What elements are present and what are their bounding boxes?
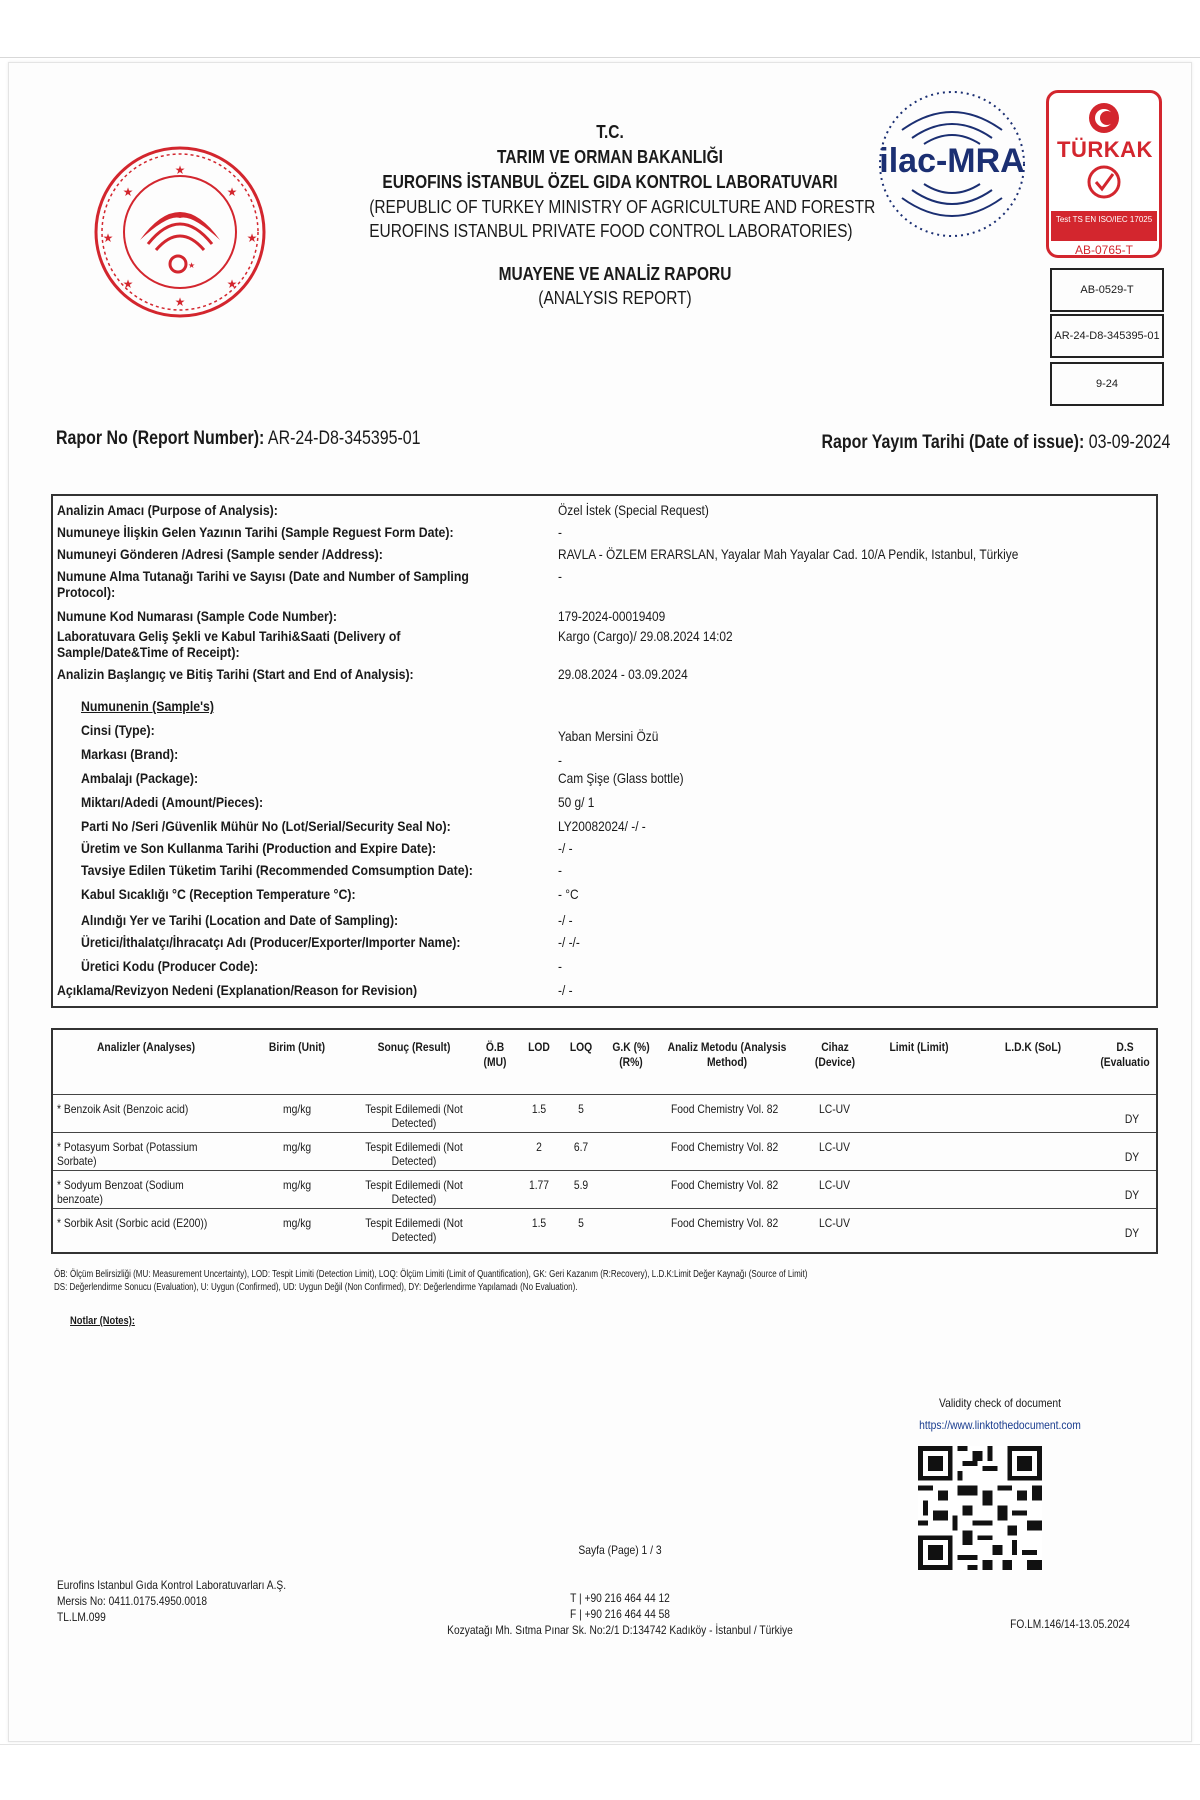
- table-cell-device: LC-UV: [819, 1216, 850, 1230]
- report-number: [56, 428, 421, 450]
- table-cell-ds: DY: [1124, 1226, 1140, 1240]
- info-key: Miktarı/Adedi (Amount/Pieces):: [81, 794, 264, 810]
- info-value: 179-2024-00019409: [558, 608, 666, 624]
- table-cell-result: Tespit Edilemedi (Not Detected): [365, 1102, 463, 1130]
- info-key: Cinsi (Type):: [81, 722, 155, 738]
- info-value: -/ -: [558, 840, 573, 856]
- table-cell-lod: 1.5: [531, 1216, 547, 1230]
- table-cell-method: Food Chemistry Vol. 82: [671, 1140, 779, 1154]
- col-header-lod: LOD: [528, 1040, 550, 1054]
- info-key: Üretici/İthalatçı/İhracatçı Adı (Producer/Exporter/Importer Name):: [81, 934, 461, 950]
- bottom-margin: [0, 1744, 1200, 1800]
- info-value: Cam Şişe (Glass bottle): [558, 770, 684, 786]
- sample-heading: Numunenin (Sample's): [81, 698, 214, 714]
- table-cell-device: LC-UV: [819, 1140, 850, 1154]
- col-header-method: Analiz Metodu (Analysis Method): [667, 1040, 787, 1069]
- svg-text:★: ★: [122, 185, 134, 199]
- crescent-icon: [1087, 101, 1121, 135]
- info-key: Laboratuvara Geliş Şekli ve Kabul Tarihi&Saati (Delivery of Sample/Date&Time of Receipt):: [57, 628, 401, 660]
- info-key: Açıklama/Revizyon Nedeni (Explanation/Reason for Revision): [57, 982, 418, 998]
- info-value: -: [558, 958, 562, 974]
- table-cell-method: Food Chemistry Vol. 82: [671, 1216, 779, 1230]
- table-cell-analysis: * Sorbik Asit (Sorbic acid (E200)): [57, 1216, 208, 1230]
- accreditation-box-2: AR-24-D8-345395-01: [1050, 314, 1164, 358]
- header-english-1: (REPUBLIC OF TURKEY MINISTRY OF AGRICULTURE AND FORESTR: [369, 197, 876, 217]
- table-cell-loq: 5.9: [573, 1178, 589, 1192]
- table-cell-method: Food Chemistry Vol. 82: [671, 1178, 779, 1192]
- table-cell-unit: mg/kg: [283, 1102, 312, 1116]
- info-key: Üretim ve Son Kullanma Tarihi (Production and Expire Date):: [81, 840, 437, 856]
- table-cell-ds: DY: [1124, 1150, 1140, 1164]
- table-cell-lod: 2: [536, 1140, 542, 1154]
- validity-link[interactable]: https://www.linktothedocument.com: [919, 1418, 1081, 1432]
- col-header-ob: Ö.B (MU): [483, 1040, 507, 1069]
- header-tc: T.C.: [596, 122, 624, 142]
- col-header-unit: Birim (Unit): [268, 1040, 326, 1054]
- info-key: Numune Kod Numarası (Sample Code Number):: [57, 608, 337, 624]
- col-header-device: Cihaz (Device): [814, 1040, 856, 1069]
- info-value: -/ -/-: [558, 934, 580, 950]
- table-cell-ds: DY: [1124, 1188, 1140, 1202]
- header-lab: EUROFINS İSTANBUL ÖZEL GIDA KONTROL LABORATUVARI: [382, 172, 838, 192]
- table-cell-loq: 5: [578, 1102, 584, 1116]
- table-cell-loq: 6.7: [573, 1140, 589, 1154]
- svg-text:★: ★: [246, 231, 258, 245]
- table-cell-result: Tespit Edilemedi (Not Detected): [365, 1178, 463, 1206]
- col-header-ldk: L.D.K (SoL): [1004, 1040, 1062, 1054]
- info-key: Üretici Kodu (Producer Code):: [81, 958, 259, 974]
- footer-phone: T | +90 216 464 44 12: [570, 1591, 670, 1605]
- table-cell-device: LC-UV: [819, 1178, 850, 1192]
- report-title: MUAYENE VE ANALİZ RAPORU: [498, 264, 732, 284]
- info-key: Kabul Sıcaklığı °C (Reception Temperature °C):: [81, 886, 356, 902]
- info-value: Yaban Mersini Özü: [558, 728, 659, 744]
- svg-text:★: ★: [174, 163, 186, 177]
- footer-address: Kozyatağı Mh. Sıtma Pınar Sk. No:2/1 D:134742 Kadıköy - İstanbul / Türkiye: [447, 1623, 793, 1637]
- report-number-value: AR-24-D8-345395-01: [267, 428, 421, 449]
- page-number: Sayfa (Page) 1 / 3: [578, 1543, 662, 1557]
- info-value: Özel İstek (Special Request): [558, 502, 709, 518]
- top-margin: [0, 0, 1200, 58]
- svg-text:★: ★: [188, 261, 196, 270]
- table-cell-ds: DY: [1124, 1112, 1140, 1126]
- report-subtitle: (ANALYSIS REPORT): [538, 288, 692, 308]
- issue-date-label: Rapor Yayım Tarihi (Date of issue):: [821, 432, 1084, 453]
- info-value: -: [558, 568, 562, 584]
- validity-check: [897, 1392, 1103, 1436]
- turkak-logo: [1046, 90, 1162, 258]
- turkak-accreditation-band: Test TS EN ISO/IEC 17025: [1051, 211, 1157, 241]
- header-english-2: EUROFINS ISTANBUL PRIVATE FOOD CONTROL LABORATORIES): [369, 221, 853, 241]
- row-divider: [53, 1208, 1156, 1209]
- svg-text:★: ★: [174, 295, 186, 309]
- sample-info-box: [51, 494, 1158, 1008]
- report-title-block: [430, 262, 800, 310]
- info-key: Numune Alma Tutanağı Tarihi ve Sayısı (Date and Number of Sampling Protocol):: [57, 568, 469, 600]
- table-cell-lod: 1.5: [531, 1102, 547, 1116]
- row-divider: [53, 1094, 1156, 1095]
- footer-fax: F | +90 216 464 44 58: [570, 1607, 670, 1621]
- table-cell-analysis: * Sodyum Benzoat (Sodium benzoate): [57, 1178, 184, 1206]
- issue-date: [821, 432, 1170, 454]
- svg-text:★: ★: [226, 277, 238, 291]
- svg-text:★: ★: [122, 277, 134, 291]
- col-header-result: Sonuç (Result): [377, 1040, 451, 1054]
- info-key: Numuneyi Gönderen /Adresi (Sample sender /Address):: [57, 546, 383, 562]
- col-header-gk: G.K (%) (R%): [612, 1040, 650, 1069]
- info-value: -: [558, 862, 562, 878]
- ministry-seal-logo: [92, 144, 268, 320]
- info-value: - °C: [558, 886, 579, 902]
- row-divider: [53, 1170, 1156, 1171]
- col-header-analyses: Analizler (Analyses): [96, 1040, 196, 1054]
- info-key: Ambalajı (Package):: [81, 770, 199, 786]
- info-key: Parti No /Seri /Güvenlik Mühür No (Lot/Serial/Security Seal No):: [81, 818, 451, 834]
- info-key: Tavsiye Edilen Tüketim Tarihi (Recommended Comsumption Date):: [81, 862, 473, 878]
- footer-mersis: Mersis No: 0411.0175.4950.0018: [57, 1594, 208, 1608]
- table-cell-unit: mg/kg: [283, 1178, 312, 1192]
- accreditation-box-3: 9-24: [1050, 362, 1164, 406]
- analysis-table: [51, 1028, 1158, 1254]
- footer-company: [57, 1577, 286, 1625]
- info-value: -: [558, 524, 562, 540]
- table-cell-analysis: * Potasyum Sorbat (Potassium Sorbate): [57, 1140, 198, 1168]
- table-cell-analysis: * Benzoik Asit (Benzoic acid): [57, 1102, 189, 1116]
- info-value: -/ -: [558, 982, 573, 998]
- svg-text:★: ★: [102, 231, 114, 245]
- ilac-mra-logo: [872, 84, 1032, 244]
- info-value: 50 g/ 1: [558, 794, 595, 810]
- legend-line-2: DS: Değerlendirme Sonucu (Evaluation), U: Uygun (Confirmed), UD: Uygun Değil (Non Confirmed), DY: Değerlendirme Yapılamadı (No Evaluation).: [54, 1282, 578, 1293]
- turkak-code: AB-0765-T: [1074, 243, 1134, 257]
- issue-date-value: 03-09-2024: [1088, 432, 1170, 453]
- report-number-label: Rapor No (Report Number):: [56, 428, 265, 449]
- table-cell-unit: mg/kg: [283, 1140, 312, 1154]
- header-ministry: TARIM VE ORMAN BAKANLIĞI: [497, 147, 723, 167]
- info-key: Analizin Başlangıç ve Bitiş Tarihi (Start and End of Analysis):: [57, 666, 414, 682]
- row-divider: [53, 1132, 1156, 1133]
- footer-form-code: FO.LM.146/14-13.05.2024: [1010, 1617, 1130, 1631]
- footer-company-name: Eurofins Istanbul Gıda Kontrol Laboratuvarları A.Ş.: [57, 1578, 287, 1592]
- footer-contact: [433, 1590, 807, 1638]
- info-value: -/ -: [558, 912, 573, 928]
- info-value: RAVLA - ÖZLEM ERARSLAN, Yayalar Mah Yayalar Cad. 10/A Pendik, Istanbul, Türkiye: [558, 546, 1019, 562]
- header-block: [330, 120, 890, 243]
- abbreviation-legend: [54, 1268, 934, 1294]
- legend-line-1: ÖB: Ölçüm Belirsizliği (MU: Measurement Uncertainty), LOD: Tespit Limiti (Detection Limit), LOQ: Ölçüm Limiti (Limit of Quantification), GK: Geri Kazanım (R:Recovery), L.D.K:Limit Değer Kaynağı (Source of Limit): [54, 1269, 808, 1280]
- accreditation-box-1: AB-0529-T: [1050, 268, 1164, 312]
- info-key: Markası (Brand):: [81, 746, 179, 762]
- validity-label: Validity check of document: [938, 1396, 1061, 1410]
- info-value: -: [558, 752, 562, 768]
- ilac-mra-text: ilac-MRA: [879, 142, 1025, 180]
- info-key: Analizin Amacı (Purpose of Analysis):: [57, 502, 278, 518]
- checkmark-icon: [1087, 165, 1121, 199]
- col-header-limit: Limit (Limit): [889, 1040, 949, 1054]
- info-key: Alındığı Yer ve Tarihi (Location and Date of Sampling):: [81, 912, 399, 928]
- svg-text:★: ★: [226, 185, 238, 199]
- col-header-ds: D.S (Evaluatio: [1100, 1040, 1150, 1069]
- table-cell-unit: mg/kg: [283, 1216, 312, 1230]
- col-header-loq: LOQ: [569, 1040, 593, 1054]
- table-cell-device: LC-UV: [819, 1102, 850, 1116]
- info-key: Numuneye İlişkin Gelen Yazının Tarihi (Sample Reguest Form Date):: [57, 524, 454, 540]
- table-cell-method: Food Chemistry Vol. 82: [671, 1102, 779, 1116]
- table-cell-lod: 1.77: [528, 1178, 550, 1192]
- table-cell-result: Tespit Edilemedi (Not Detected): [365, 1140, 463, 1168]
- notes-heading: Notlar (Notes):: [70, 1315, 135, 1327]
- info-value: Kargo (Cargo)/ 29.08.2024 14:02: [558, 628, 733, 644]
- footer-tl-code: TL.LM.099: [57, 1610, 106, 1624]
- table-cell-result: Tespit Edilemedi (Not Detected): [365, 1216, 463, 1244]
- info-value: LY20082024/ -/ -: [558, 818, 646, 834]
- table-cell-loq: 5: [578, 1216, 584, 1230]
- qr-code-icon[interactable]: [918, 1446, 1042, 1570]
- info-value: 29.08.2024 - 03.09.2024: [558, 666, 688, 682]
- turkak-word: TÜRKAK: [1057, 137, 1153, 162]
